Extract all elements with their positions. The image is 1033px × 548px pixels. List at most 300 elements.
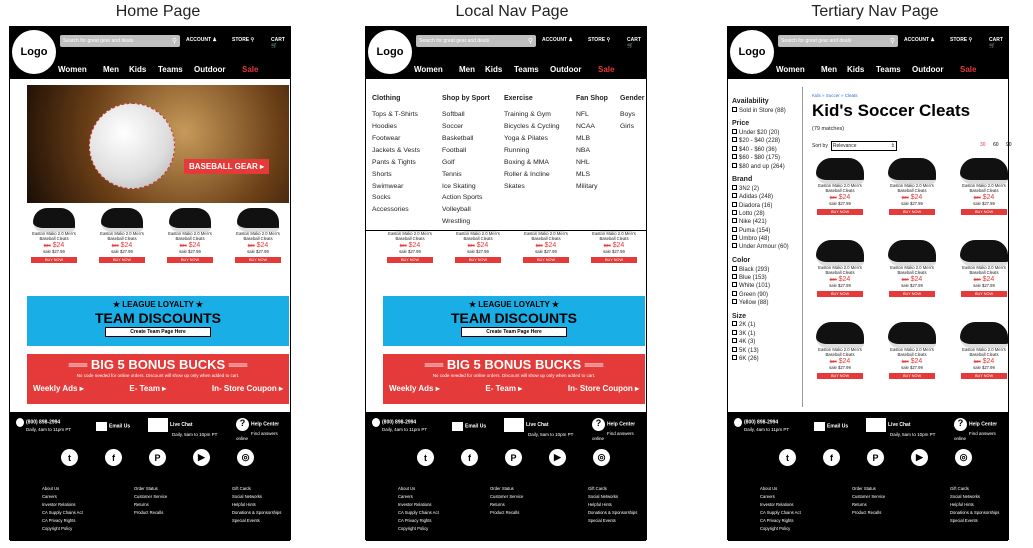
nav-kids[interactable]: Kids	[129, 65, 147, 74]
footer-link[interactable]: Social Networks	[950, 493, 981, 499]
site-footer	[10, 412, 290, 541]
email-contact[interactable]	[814, 422, 848, 431]
store-link[interactable]: STORE ⚲	[232, 37, 255, 43]
menu-item[interactable]: Socks	[372, 194, 391, 202]
filter-option[interactable]	[732, 107, 802, 115]
footer-link[interactable]: Copyright Policy	[760, 525, 791, 531]
footer-link[interactable]: About Us	[760, 486, 778, 491]
product-card[interactable]	[26, 208, 82, 263]
product-card[interactable]	[884, 322, 940, 379]
buy-now-button[interactable]: BUY NOW	[99, 257, 145, 263]
search-icon[interactable]: ⚲	[171, 38, 177, 45]
product-name[interactable]: Easton Mako 2.0 Men's Baseball Cleats	[388, 231, 432, 241]
footer-link[interactable]: Special Events	[950, 517, 978, 523]
filter-option[interactable]	[732, 218, 802, 226]
live-chat[interactable]	[504, 418, 573, 437]
footer-link[interactable]: Donations & Sponsorships	[588, 509, 638, 515]
product-sale-text: sale $27.99	[829, 364, 851, 370]
account-link[interactable]: ACCOUNT ♟	[904, 37, 935, 43]
email-contact[interactable]	[452, 422, 486, 431]
menu-item[interactable]: Military	[576, 182, 598, 190]
nav-men[interactable]: Men	[821, 65, 837, 74]
menu-item[interactable]: Basketball	[442, 135, 474, 143]
hero-banner[interactable]	[27, 85, 289, 203]
shoe-image[interactable]	[960, 240, 1008, 266]
menu-item[interactable]: Wrestling	[442, 218, 471, 226]
buy-now-button[interactable]: BUY NOW	[961, 373, 1007, 379]
footer-link[interactable]: CA Supply Chains Act	[760, 509, 801, 515]
product-card[interactable]	[812, 240, 868, 297]
menu-item[interactable]: Softball	[442, 111, 465, 119]
twitter-icon[interactable]: t	[61, 449, 78, 466]
product-name[interactable]: Easton Mako 2.0 Men's Baseball Cleats	[962, 347, 1006, 357]
filter-checkbox[interactable]	[732, 227, 737, 232]
cart-link[interactable]: CART 🛒	[989, 37, 1003, 49]
shoe-image[interactable]	[237, 208, 279, 232]
shoe-image[interactable]	[101, 208, 143, 232]
bonus-title: ══ BIG 5 BONUS BUCKS ══	[424, 357, 604, 372]
filter-label: Black (293)	[739, 266, 770, 273]
youtube-icon[interactable]: ▶	[911, 449, 928, 466]
buy-now-button[interactable]: BUY NOW	[889, 291, 935, 297]
store-link[interactable]: STORE ⚲	[588, 37, 611, 43]
nav-men[interactable]: Men	[103, 65, 119, 74]
footer-link[interactable]: Customer Service	[134, 493, 168, 499]
buy-now-button[interactable]: BUY NOW	[817, 373, 863, 379]
twitter-icon[interactable]: t	[417, 449, 434, 466]
search-input[interactable]	[60, 35, 180, 47]
menu-item[interactable]: NCAA	[576, 123, 595, 131]
product-card[interactable]	[884, 158, 940, 215]
product-card[interactable]	[812, 158, 868, 215]
footer-link[interactable]: Gift Cards	[950, 486, 969, 491]
footer-link[interactable]: Donations & Sponsorships	[950, 509, 1000, 515]
sort-select[interactable]	[831, 141, 897, 151]
menu-item[interactable]: Boxing & MMA	[504, 158, 549, 166]
shoe-image[interactable]	[816, 240, 864, 266]
filter-option[interactable]	[732, 347, 802, 355]
menu-item[interactable]: Yoga & Pilates	[504, 135, 548, 143]
menu-item[interactable]: Bicycles & Cycling	[504, 123, 560, 131]
product-name[interactable]: Easton Mako 2.0 Men's Baseball Cleats	[236, 231, 280, 241]
menu-item[interactable]: NHL	[576, 158, 590, 166]
product-name[interactable]: Easton Mako 2.0 Men's Baseball Cleats	[818, 347, 862, 357]
site-footer	[728, 412, 1008, 541]
footer-link[interactable]: Customer Service	[490, 493, 524, 499]
product-name[interactable]: Easton Mako 2.0 Men's Baseball Cleats	[962, 183, 1006, 193]
email-label: Email Us	[827, 423, 849, 430]
footer-link[interactable]: Gift Cards	[588, 486, 607, 491]
menu-item[interactable]: Jackets & Vests	[372, 146, 420, 154]
product-card[interactable]	[956, 322, 1012, 379]
product-name[interactable]: Easton Mako 2.0 Men's Baseball Cleats	[818, 265, 862, 275]
buy-now-button[interactable]: BUY NOW	[961, 209, 1007, 215]
filter-label: 5K (13)	[739, 347, 759, 354]
filter-option[interactable]	[732, 129, 802, 137]
shoe-image[interactable]	[816, 158, 864, 184]
twitter-icon[interactable]: t	[779, 449, 796, 466]
menu-item[interactable]: MLB	[576, 135, 590, 143]
help-center[interactable]	[954, 418, 1008, 442]
per-page-option[interactable]: 90	[1006, 142, 1012, 148]
menu-item[interactable]: MLS	[576, 170, 590, 178]
product-name[interactable]: Easton Mako 2.0 Men's Baseball Cleats	[592, 231, 636, 241]
buy-now-button[interactable]: BUY NOW	[889, 209, 935, 215]
menu-item[interactable]: Pants & Tights	[372, 158, 416, 166]
filter-option[interactable]	[732, 235, 802, 243]
footer-link[interactable]: Social Networks	[232, 493, 263, 499]
footer-link[interactable]: Investor Relations	[42, 501, 76, 507]
filter-option[interactable]	[732, 321, 802, 329]
menu-item[interactable]: Girls	[620, 123, 634, 131]
live-chat[interactable]	[866, 418, 935, 437]
filter-checkbox[interactable]	[732, 137, 737, 142]
local-nav-page-title: Local Nav Page	[455, 3, 569, 20]
menu-item[interactable]: Running	[504, 146, 530, 154]
instagram-icon[interactable]: ◎	[237, 449, 254, 466]
product-name[interactable]: Easton Mako 2.0 Men's Baseball Cleats	[456, 231, 500, 241]
product-name[interactable]: Easton Mako 2.0 Men's Baseball Cleats	[890, 347, 934, 357]
filter-checkbox[interactable]	[732, 347, 737, 352]
pinterest-icon[interactable]: P	[505, 449, 522, 466]
bonus-link[interactable]: E- Team ▸	[129, 384, 167, 393]
account-link[interactable]: ACCOUNT ♟	[542, 37, 573, 43]
phone-contact[interactable]	[372, 418, 427, 432]
bonus-link[interactable]: In- Store Coupon ▸	[211, 384, 283, 393]
youtube-icon[interactable]: ▶	[193, 449, 210, 466]
footer-link[interactable]: Careers	[760, 493, 775, 499]
search-input[interactable]	[778, 35, 898, 47]
menu-item[interactable]: Accessories	[372, 206, 409, 214]
logo[interactable]: Logo	[368, 30, 412, 74]
pinterest-icon[interactable]: P	[149, 449, 166, 466]
filter-option[interactable]	[732, 291, 802, 299]
filter-checkbox[interactable]	[732, 355, 737, 360]
product-was-price: $30	[973, 194, 981, 200]
footer-link[interactable]: CA Supply Chains Act	[398, 509, 439, 515]
filter-label: Nike (421)	[739, 219, 767, 226]
filter-option[interactable]	[732, 355, 802, 363]
filter-checkbox[interactable]	[732, 299, 737, 304]
footer-link[interactable]: Copyright Policy	[42, 525, 73, 531]
menu-item[interactable]: Training & Gym	[504, 111, 551, 119]
help-center[interactable]	[236, 418, 290, 442]
product-card[interactable]	[230, 208, 286, 263]
footer-link[interactable]: Customer Service	[852, 493, 886, 499]
menu-heading[interactable]: Gender	[620, 95, 645, 102]
footer-link[interactable]: Investor Relations	[760, 501, 794, 507]
bonus-link[interactable]: Weekly Ads ▸	[33, 384, 84, 393]
bonus-link[interactable]: E- Team ▸	[485, 384, 523, 393]
filter-checkbox[interactable]	[732, 235, 737, 240]
filter-label: 3N2 (2)	[739, 185, 760, 192]
footer-link[interactable]: CA Privacy Rights	[398, 517, 432, 523]
footer-link[interactable]: CA Privacy Rights	[760, 517, 794, 523]
account-link[interactable]: ACCOUNT ♟	[186, 37, 217, 43]
filter-checkbox[interactable]	[732, 282, 737, 287]
nav-teams[interactable]: Teams	[514, 65, 539, 74]
product-was-price: $30	[829, 358, 837, 364]
nav-men[interactable]: Men	[459, 65, 475, 74]
menu-item[interactable]: Footwear	[372, 135, 401, 143]
help-sub: Find answers online	[592, 431, 634, 442]
footer-link[interactable]: Copyright Policy	[398, 525, 429, 531]
buy-now-button[interactable]: BUY NOW	[387, 257, 433, 263]
filter-option[interactable]	[732, 137, 802, 145]
filter-option[interactable]	[732, 282, 802, 290]
shoe-image[interactable]	[33, 208, 75, 232]
filter-option[interactable]	[732, 163, 802, 171]
filter-checkbox[interactable]	[732, 185, 737, 190]
facebook-icon[interactable]: f	[105, 449, 122, 466]
filter-checkbox[interactable]	[732, 163, 737, 168]
shoe-image[interactable]	[960, 158, 1008, 184]
buy-now-button[interactable]: BUY NOW	[31, 257, 77, 263]
nav-kids[interactable]: Kids	[847, 65, 865, 74]
cart-link[interactable]: CART 🛒	[627, 37, 641, 49]
footer-link[interactable]: Order Status	[134, 486, 158, 491]
filter-label: 6K (26)	[739, 355, 759, 362]
menu-item[interactable]: Volleyball	[442, 206, 471, 214]
menu-column	[504, 93, 560, 192]
filter-checkbox[interactable]	[732, 218, 737, 223]
shoe-image[interactable]	[888, 240, 936, 266]
bonus-link[interactable]: In- Store Coupon ▸	[567, 384, 639, 393]
menu-heading[interactable]: Fan Shop	[576, 95, 608, 102]
nav-women[interactable]: Women	[414, 65, 443, 74]
footer-link[interactable]: Order Status	[852, 486, 876, 491]
filter-checkbox[interactable]	[732, 193, 737, 198]
chat-label: Live Chat	[526, 422, 549, 429]
buy-now-button[interactable]: BUY NOW	[889, 373, 935, 379]
footer-link[interactable]: Order Status	[490, 486, 514, 491]
filter-option[interactable]	[732, 330, 802, 338]
buy-now-button[interactable]: BUY NOW	[961, 291, 1007, 297]
product-name[interactable]: Easton Mako 2.0 Men's Baseball Cleats	[168, 231, 212, 241]
menu-item[interactable]: Skates	[504, 182, 525, 190]
product-name[interactable]: Easton Mako 2.0 Men's Baseball Cleats	[962, 265, 1006, 275]
footer-link[interactable]: Special Events	[232, 517, 260, 523]
facebook-icon[interactable]: f	[823, 449, 840, 466]
bonus-links	[383, 384, 645, 393]
logo[interactable]: Logo	[730, 30, 774, 74]
help-center[interactable]	[592, 418, 646, 442]
filter-option[interactable]	[732, 193, 802, 201]
product-name[interactable]: Easton Mako 2.0 Men's Baseball Cleats	[890, 183, 934, 193]
footer-link[interactable]: About Us	[42, 486, 60, 491]
filter-option[interactable]	[732, 299, 802, 307]
footer-link[interactable]: Product Recalls	[852, 509, 882, 515]
product-name[interactable]: Easton Mako 2.0 Men's Baseball Cleats	[32, 231, 76, 241]
product-card[interactable]	[812, 322, 868, 379]
pinterest-icon[interactable]: P	[867, 449, 884, 466]
footer-link[interactable]: Gift Cards	[232, 486, 251, 491]
nav-outdoor[interactable]: Outdoor	[194, 65, 226, 74]
footer-link[interactable]: Careers	[42, 493, 57, 499]
footer-link[interactable]: Careers	[398, 493, 413, 499]
buy-now-button[interactable]: BUY NOW	[817, 291, 863, 297]
filter-checkbox[interactable]	[732, 129, 737, 134]
instagram-icon[interactable]: ◎	[955, 449, 972, 466]
filter-checkbox[interactable]	[732, 338, 737, 343]
filter-checkbox[interactable]	[732, 330, 737, 335]
shoe-image[interactable]	[169, 208, 211, 232]
menu-heading[interactable]: Clothing	[372, 95, 401, 102]
product-name[interactable]: Easton Mako 2.0 Men's Baseball Cleats	[100, 231, 144, 241]
youtube-icon[interactable]: ▶	[549, 449, 566, 466]
menu-item[interactable]: Golf	[442, 158, 455, 166]
sort-label: Sort by	[812, 143, 828, 149]
help-sub: Find answers online	[236, 431, 278, 442]
menu-item[interactable]: Shorts	[372, 170, 392, 178]
footer-link[interactable]: Helpful Hints	[588, 501, 612, 507]
filter-checkbox[interactable]	[732, 321, 737, 326]
product-sale-price: $24	[980, 275, 995, 283]
product-name[interactable]: Easton Mako 2.0 Men's Baseball Cleats	[818, 183, 862, 193]
nav-kids[interactable]: Kids	[485, 65, 503, 74]
logo[interactable]: Logo	[12, 30, 56, 74]
menu-item[interactable]: Tennis	[442, 170, 462, 178]
nav-outdoor[interactable]: Outdoor	[550, 65, 582, 74]
nav-sale[interactable]: Sale	[242, 65, 259, 74]
menu-item[interactable]: Action Sports	[442, 194, 483, 202]
per-page-option[interactable]: 30	[980, 142, 986, 148]
buy-now-button[interactable]: BUY NOW	[455, 257, 501, 263]
footer-link[interactable]: Product Recalls	[134, 509, 164, 515]
filter-option[interactable]	[732, 274, 802, 282]
per-page-option[interactable]: 60	[993, 142, 999, 148]
footer-link[interactable]: Returns	[852, 501, 867, 507]
nav-teams[interactable]: Teams	[876, 65, 901, 74]
bonus-link[interactable]: Weekly Ads ▸	[389, 384, 440, 393]
filter-option[interactable]	[732, 154, 802, 162]
nav-sale[interactable]: Sale	[960, 65, 977, 74]
product-sale-price: $24	[474, 241, 489, 249]
product-card[interactable]	[956, 158, 1012, 215]
store-link[interactable]: STORE ⚲	[950, 37, 973, 43]
footer-link[interactable]: Returns	[134, 501, 149, 507]
footer-link[interactable]: Returns	[490, 501, 505, 507]
facebook-icon[interactable]: f	[461, 449, 478, 466]
nav-women[interactable]: Women	[776, 65, 805, 74]
filter-checkbox[interactable]	[732, 146, 737, 151]
filter-option[interactable]	[732, 266, 802, 274]
filter-checkbox[interactable]	[732, 266, 737, 271]
filter-checkbox[interactable]	[732, 210, 737, 215]
search-icon[interactable]: ⚲	[527, 38, 533, 45]
buy-now-button[interactable]: BUY NOW	[817, 209, 863, 215]
menu-heading[interactable]: Shop by Sport	[442, 95, 490, 102]
product-sale-price: $24	[980, 193, 995, 201]
footer-link[interactable]: Special Events	[588, 517, 616, 523]
product-sale-price: $24	[908, 193, 923, 201]
menu-heading[interactable]: Exercise	[504, 95, 533, 102]
filter-checkbox[interactable]	[732, 154, 737, 159]
menu-item[interactable]: NFL	[576, 111, 589, 119]
buy-now-button[interactable]: BUY NOW	[235, 257, 281, 263]
shoe-image[interactable]	[888, 158, 936, 184]
live-chat[interactable]	[148, 418, 217, 437]
filter-checkbox[interactable]	[732, 243, 737, 248]
shoe-image[interactable]	[960, 322, 1008, 348]
create-team-page-button[interactable]: Create Team Page Here	[105, 327, 211, 337]
filter-option[interactable]	[732, 210, 802, 218]
nav-teams[interactable]: Teams	[158, 65, 183, 74]
footer-link[interactable]: CA Supply Chains Act	[42, 509, 83, 515]
phone-contact[interactable]	[734, 418, 789, 432]
filter-option[interactable]	[732, 185, 802, 193]
menu-item[interactable]: Swimwear	[372, 182, 404, 190]
nav-outdoor[interactable]: Outdoor	[912, 65, 944, 74]
product-card[interactable]	[956, 240, 1012, 297]
nav-women[interactable]: Women	[58, 65, 87, 74]
filter-option[interactable]	[732, 243, 802, 251]
footer-link[interactable]: Investor Relations	[398, 501, 432, 507]
footer-link[interactable]: CA Privacy Rights	[42, 517, 76, 523]
search-input[interactable]	[416, 35, 536, 47]
filter-option[interactable]	[732, 338, 802, 346]
footer-link[interactable]: Helpful Hints	[232, 501, 256, 507]
menu-item[interactable]: Hoodies	[372, 123, 397, 131]
filter-checkbox[interactable]	[732, 202, 737, 207]
baseball-gear-button[interactable]: BASEBALL GEAR ▸	[184, 159, 269, 174]
footer-link[interactable]: Social Networks	[588, 493, 619, 499]
buy-now-button[interactable]: BUY NOW	[167, 257, 213, 263]
footer-link[interactable]: About Us	[398, 486, 416, 491]
filter-checkbox[interactable]	[732, 274, 737, 279]
product-card[interactable]	[162, 208, 218, 263]
filter-option[interactable]	[732, 227, 802, 235]
menu-item[interactable]: Football	[442, 146, 467, 154]
shoe-image[interactable]	[888, 322, 936, 348]
buy-now-button[interactable]: BUY NOW	[591, 257, 637, 263]
menu-item[interactable]: Roller & Incline	[504, 170, 550, 178]
cart-link[interactable]: CART 🛒	[271, 37, 285, 49]
team-discounts-banner[interactable]	[383, 296, 645, 346]
filter-checkbox[interactable]	[732, 291, 737, 296]
footer-link[interactable]: Donations & Sponsorships	[232, 509, 282, 515]
instagram-icon[interactable]: ◎	[593, 449, 610, 466]
footer-link[interactable]: Product Recalls	[490, 509, 520, 515]
mail-icon	[814, 422, 825, 431]
product-sale-text: sale $27.99	[973, 200, 995, 206]
search-icon[interactable]: ⚲	[889, 38, 895, 45]
phone-contact[interactable]	[16, 418, 71, 432]
product-was-price: $30	[901, 194, 909, 200]
footer-link[interactable]: Helpful Hints	[950, 501, 974, 507]
menu-item[interactable]: Boys	[620, 111, 636, 119]
menu-item[interactable]: Ice Skating	[442, 182, 476, 190]
create-team-page-button[interactable]: Create Team Page Here	[461, 327, 567, 337]
buy-now-button[interactable]: BUY NOW	[523, 257, 569, 263]
product-card[interactable]	[884, 240, 940, 297]
filter-checkbox[interactable]	[732, 107, 737, 112]
menu-item[interactable]: NBA	[576, 146, 590, 154]
email-contact[interactable]	[96, 422, 130, 431]
product-card[interactable]	[94, 208, 150, 263]
mail-icon	[96, 422, 107, 431]
menu-item[interactable]: Tops & T-Shirts	[372, 111, 418, 119]
menu-item[interactable]: Soccer	[442, 123, 464, 131]
filter-option[interactable]	[732, 146, 802, 154]
shoe-image[interactable]	[816, 322, 864, 348]
breadcrumb[interactable]: Kids » Soccer » Cleats	[812, 93, 858, 98]
product-name[interactable]: Easton Mako 2.0 Men's Baseball Cleats	[890, 265, 934, 275]
product-name[interactable]: Easton Mako 2.0 Men's Baseball Cleats	[524, 231, 568, 241]
filter-option[interactable]	[732, 202, 802, 210]
nav-sale[interactable]: Sale	[598, 65, 615, 74]
team-discounts-banner[interactable]	[27, 296, 289, 346]
